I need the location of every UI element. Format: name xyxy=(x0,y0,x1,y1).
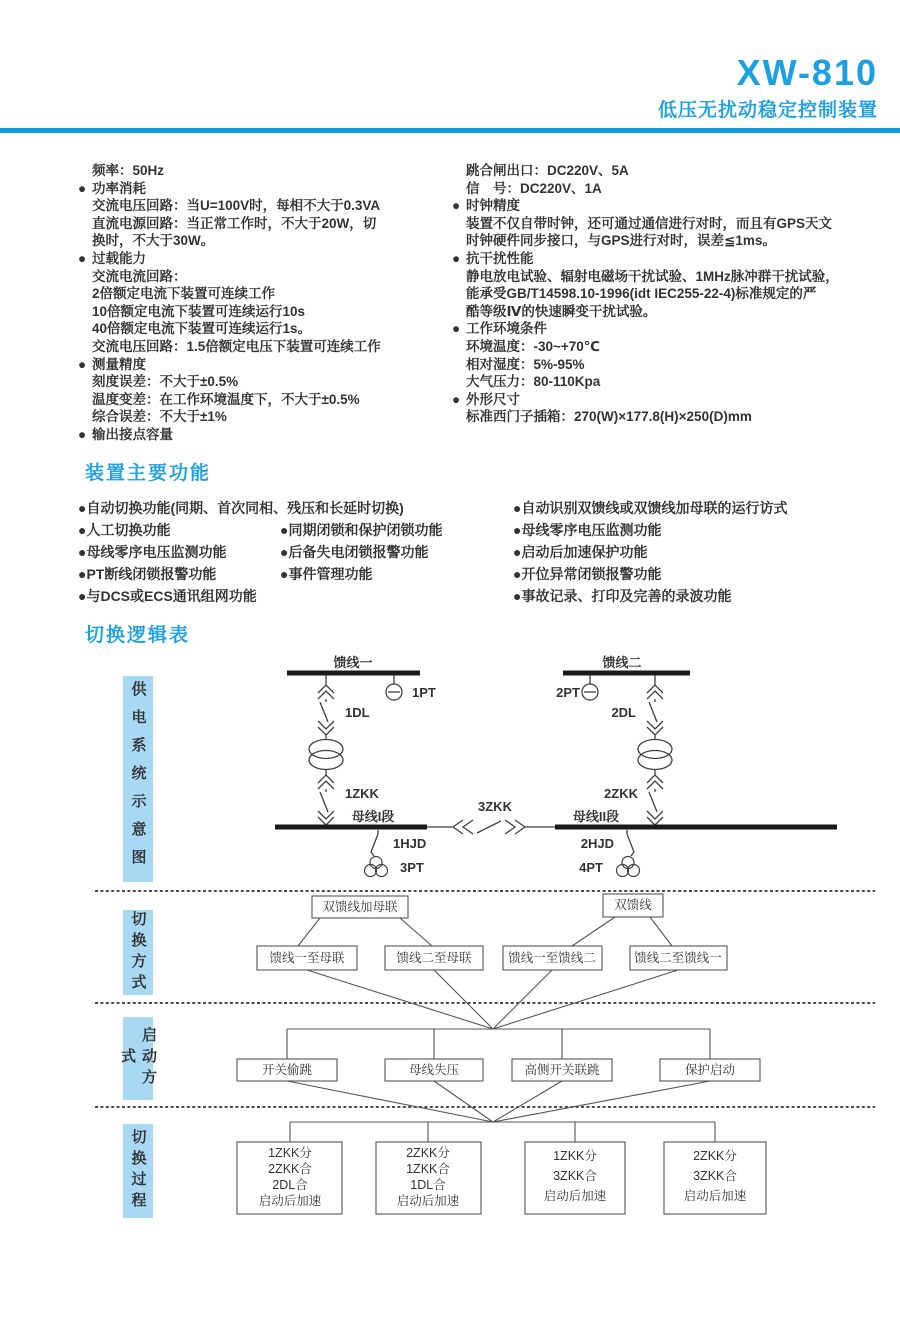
function-item: ●母线零序电压监测功能 xyxy=(513,522,662,538)
process-step: 3ZKK合 xyxy=(693,1169,737,1183)
switching-logic-diagram xyxy=(0,650,900,1250)
start-box-label: 母线失压 xyxy=(408,1063,460,1077)
spec-line xyxy=(452,356,897,374)
pt1-label: 1PT xyxy=(412,685,436,700)
spec-line xyxy=(78,303,463,321)
spec-text: 刻度误差：不大于±0.5% xyxy=(92,374,239,390)
spec-text: 环境温度：-30~+70℃ xyxy=(466,338,601,354)
spec-text: 酷等级Ⅳ的快速瞬变干扰试验。 xyxy=(466,303,657,319)
tie-switch-symbol xyxy=(477,821,501,833)
switch-2zkk-label: 2ZKK xyxy=(604,786,638,801)
spec-text: 静电放电试验、辐射电磁场干扰试验、1MHz脉冲群干扰试验， xyxy=(466,268,839,284)
spec-line xyxy=(78,320,463,338)
spec-text: 功率消耗 xyxy=(92,180,146,196)
bus-section1-label: 母线I段 xyxy=(351,809,395,824)
process-step: 2DL合 xyxy=(272,1178,308,1192)
pt3-label: 3PT xyxy=(400,860,424,875)
breaker-1dl-symbol xyxy=(318,685,334,735)
start-converge-lines xyxy=(287,1081,710,1122)
start-box-label: 高侧开关联跳 xyxy=(524,1063,600,1077)
spec-text: 工作环境条件 xyxy=(466,321,547,337)
hjd2-switch-symbol xyxy=(627,830,634,856)
product-model: XW-810 xyxy=(736,52,878,93)
bullet-icon xyxy=(78,215,92,233)
spec-text: 时钟精度 xyxy=(466,198,520,214)
bullet-icon: ● xyxy=(78,356,87,372)
spec-line xyxy=(78,408,463,426)
spec-text: 时钟硬件同步接口，与GPS进行对时，误差≦1ms。 xyxy=(466,233,776,249)
bullet-icon xyxy=(452,356,466,374)
bus-section2-label: 母线II段 xyxy=(572,809,620,824)
bullet-icon: ● xyxy=(78,180,87,196)
function-item: ●事故记录、打印及完善的录波功能 xyxy=(513,588,732,604)
bullet-icon xyxy=(78,285,92,303)
pt2-symbol xyxy=(582,684,598,700)
spec-text: 能承受GB/T14598.10-1996(idt IEC255-22-4)标准规定的严 xyxy=(466,286,817,302)
spec-text: 大气压力：80-110Kpa xyxy=(466,374,601,390)
bullet-icon xyxy=(452,408,466,426)
function-item: ●事件管理功能 xyxy=(280,566,373,582)
process-step: 启动后加速 xyxy=(258,1194,322,1208)
switch-2zkk-symbol xyxy=(647,775,663,825)
process-step: 1DL合 xyxy=(410,1178,446,1192)
spec-text: 装置不仅自带时钟，还可通过通信进行对时，而且有GPS天文 xyxy=(466,215,833,231)
chevron-left-icon xyxy=(453,820,473,834)
spec-text: 交流电流回路： xyxy=(92,268,187,284)
bullet-icon xyxy=(452,180,466,198)
process-step: 3ZKK合 xyxy=(553,1169,597,1183)
bullet-icon: ● xyxy=(452,250,461,266)
bullet-icon xyxy=(452,373,466,391)
process-step: 2ZKK分 xyxy=(406,1146,450,1160)
spec-line xyxy=(78,391,463,409)
spec-line xyxy=(78,180,463,198)
spec-text: 2倍额定电流下装置可连续工作 xyxy=(92,286,276,302)
bullet-icon xyxy=(78,303,92,321)
function-item: ●自动切换功能(同期、首次同相、残压和长延时切换) xyxy=(78,500,404,516)
row-label-system: 供电系统示意图 xyxy=(123,676,153,882)
function-row xyxy=(78,520,508,542)
spec-line xyxy=(452,373,897,391)
functions-left-block xyxy=(78,498,508,608)
function-item: ●人工切换功能 xyxy=(78,522,171,538)
spec-line xyxy=(452,268,897,286)
diagram-svg xyxy=(0,650,900,1250)
spec-line xyxy=(452,285,897,303)
process-step: 2ZKK合 xyxy=(268,1162,312,1176)
spec-line xyxy=(78,338,463,356)
spec-text: 相对湿度：5%-95% xyxy=(466,356,585,372)
spec-text: 抗干扰性能 xyxy=(466,250,534,266)
function-row xyxy=(78,542,508,564)
bullet-icon xyxy=(78,373,92,391)
feeder1-label: 馈线一 xyxy=(333,655,373,670)
mode-connectors xyxy=(298,917,672,946)
bullet-icon xyxy=(78,391,92,409)
spec-line xyxy=(452,197,897,215)
row-label-start: 启动方式 xyxy=(123,1017,153,1100)
bullet-icon xyxy=(78,320,92,338)
transformer1-symbol xyxy=(309,740,343,770)
bullet-icon xyxy=(78,408,92,426)
spec-line xyxy=(78,373,463,391)
mode-converge-lines xyxy=(307,970,678,1029)
pt4-label: 4PT xyxy=(579,860,603,875)
mode-child-label: 馈线一至母联 xyxy=(269,951,345,965)
functions-right-block xyxy=(513,498,898,608)
spec-line xyxy=(452,320,897,338)
spec-text: 温度变差：在工作环境温度下，不大于±0.5% xyxy=(92,391,360,407)
spec-text: 直流电源回路：当正常工作时，不大于20W，切 xyxy=(92,215,377,231)
spec-line xyxy=(452,250,897,268)
switch-3zkk-label: 3ZKK xyxy=(478,799,512,814)
bullet-icon xyxy=(78,232,92,250)
hjd1-switch-symbol xyxy=(371,830,378,856)
feeder2-label: 馈线二 xyxy=(602,655,642,670)
pt4-symbol xyxy=(617,857,640,877)
bullet-icon xyxy=(452,268,466,286)
process-step: 2ZKK分 xyxy=(693,1149,737,1163)
start-box-label: 开关偷跳 xyxy=(261,1063,313,1077)
process-step: 1ZKK分 xyxy=(268,1146,312,1160)
mode-child-label: 馈线二至母联 xyxy=(396,951,472,965)
spec-line xyxy=(452,338,897,356)
spec-text: 交流电压回路：1.5倍额定电压下装置可连续工作 xyxy=(92,338,381,354)
spec-text: 频率：50Hz xyxy=(92,163,165,178)
breaker-2dl-label: 2DL xyxy=(611,705,636,720)
bullet-icon xyxy=(78,268,92,286)
hjd1-label: 1HJD xyxy=(393,836,427,851)
pt2-label: 2PT xyxy=(556,685,580,700)
spec-line xyxy=(452,303,897,321)
bullet-icon: ● xyxy=(452,321,461,337)
pt3-symbol xyxy=(365,857,388,877)
bullet-icon: ● xyxy=(452,198,461,214)
function-item: ●后备失电闭锁报警功能 xyxy=(280,544,429,560)
mode-parent-label: 双馈线 xyxy=(614,898,652,912)
row-label-mode: 切换方式 xyxy=(123,910,153,995)
spec-line xyxy=(452,232,897,250)
function-item: ●PT断线闭锁报警功能 xyxy=(78,566,217,582)
spec-text: 信 号：DC220V、1A xyxy=(466,180,602,196)
chevron-right-icon xyxy=(505,820,525,834)
header-rule xyxy=(0,128,900,133)
spec-line xyxy=(452,162,897,180)
process-step: 1ZKK分 xyxy=(553,1149,597,1163)
function-item: ●自动识别双馈线或双馈线加母联的运行访式 xyxy=(513,500,788,516)
mode-child-label: 馈线二至馈线一 xyxy=(634,951,722,965)
process-step: 启动后加速 xyxy=(396,1194,460,1208)
bullet-icon xyxy=(452,215,466,233)
mode-parent-label: 双馈线加母联 xyxy=(322,900,398,914)
spec-text: 综合误差：不大于±1% xyxy=(92,409,227,425)
process-step: 启动后加速 xyxy=(683,1189,747,1203)
spec-line xyxy=(78,197,463,215)
function-row xyxy=(78,564,508,586)
spec-line xyxy=(452,408,897,426)
spec-text: 过载能力 xyxy=(92,250,146,266)
bullet-icon xyxy=(452,303,466,321)
breaker-2dl-symbol xyxy=(647,685,663,735)
spec-text: 标准西门子插箱：270(W)×177.8(H)×250(D)mm xyxy=(466,409,752,425)
bullet-icon xyxy=(452,338,466,356)
function-item: ●母线零序电压监测功能 xyxy=(78,544,227,560)
function-item: ●同期闭锁和保护闭锁功能 xyxy=(280,522,443,538)
spec-line xyxy=(452,215,897,233)
breaker-1dl-label: 1DL xyxy=(345,705,370,720)
spec-line xyxy=(452,391,897,409)
transformer2-symbol xyxy=(638,740,672,770)
spec-text: 换时，不大于30W。 xyxy=(92,233,215,249)
bullet-icon xyxy=(78,197,92,215)
bullet-icon xyxy=(452,232,466,250)
spec-line xyxy=(78,250,463,268)
spec-list-left xyxy=(78,162,463,444)
function-row xyxy=(78,498,508,520)
function-row xyxy=(78,586,508,608)
bullet-icon xyxy=(78,162,92,180)
bullet-icon: ● xyxy=(452,391,461,407)
spec-list-right xyxy=(452,162,897,426)
spec-text: 外形尺寸 xyxy=(466,391,520,407)
row-label-process: 切换过程 xyxy=(123,1124,153,1218)
function-item: ●开位异常闭锁报警功能 xyxy=(513,566,662,582)
spec-line xyxy=(78,232,463,250)
spec-line xyxy=(78,426,463,444)
product-subtitle: 低压无扰动稳定控制装置 xyxy=(657,100,878,121)
spec-text: 跳合闸出口：DC220V、5A xyxy=(466,163,629,178)
spec-text: 40倍额定电流下装置可连续运行1s。 xyxy=(92,321,312,337)
bullet-icon: ● xyxy=(78,250,87,266)
spec-line xyxy=(78,356,463,374)
spec-line xyxy=(78,268,463,286)
bullet-icon xyxy=(452,285,466,303)
spec-line xyxy=(78,215,463,233)
pt1-symbol xyxy=(386,684,402,700)
spec-text: 输出接点容量 xyxy=(92,426,173,442)
spec-text: 测量精度 xyxy=(92,356,146,372)
spec-text: 10倍额定电流下装置可连续运行10s xyxy=(92,303,306,319)
bullet-icon: ● xyxy=(78,426,87,442)
mode-child-label: 馈线一至馈线二 xyxy=(508,951,596,965)
process-step: 启动后加速 xyxy=(543,1189,607,1203)
switch-1zkk-symbol xyxy=(318,775,334,825)
switch-1zkk-label: 1ZKK xyxy=(345,786,379,801)
function-item: ●与DCS或ECS通讯组网功能 xyxy=(78,588,257,604)
process-step: 1ZKK合 xyxy=(406,1162,450,1176)
functions-heading: 装置主要功能 xyxy=(85,463,212,484)
function-item: ●启动后加速保护功能 xyxy=(513,544,648,560)
logic-heading: 切换逻辑表 xyxy=(85,625,191,646)
start-branch-lines xyxy=(287,1029,710,1059)
spec-text: 交流电压回路：当U=100V时，每相不大于0.3VA xyxy=(92,198,381,214)
process-branch-lines xyxy=(290,1122,715,1142)
spec-line xyxy=(452,180,897,198)
bullet-icon xyxy=(452,162,466,180)
hjd2-label: 2HJD xyxy=(580,836,614,851)
bullet-icon xyxy=(78,338,92,356)
spec-line xyxy=(78,162,463,180)
spec-line xyxy=(78,285,463,303)
start-box-label: 保护启动 xyxy=(684,1063,736,1077)
